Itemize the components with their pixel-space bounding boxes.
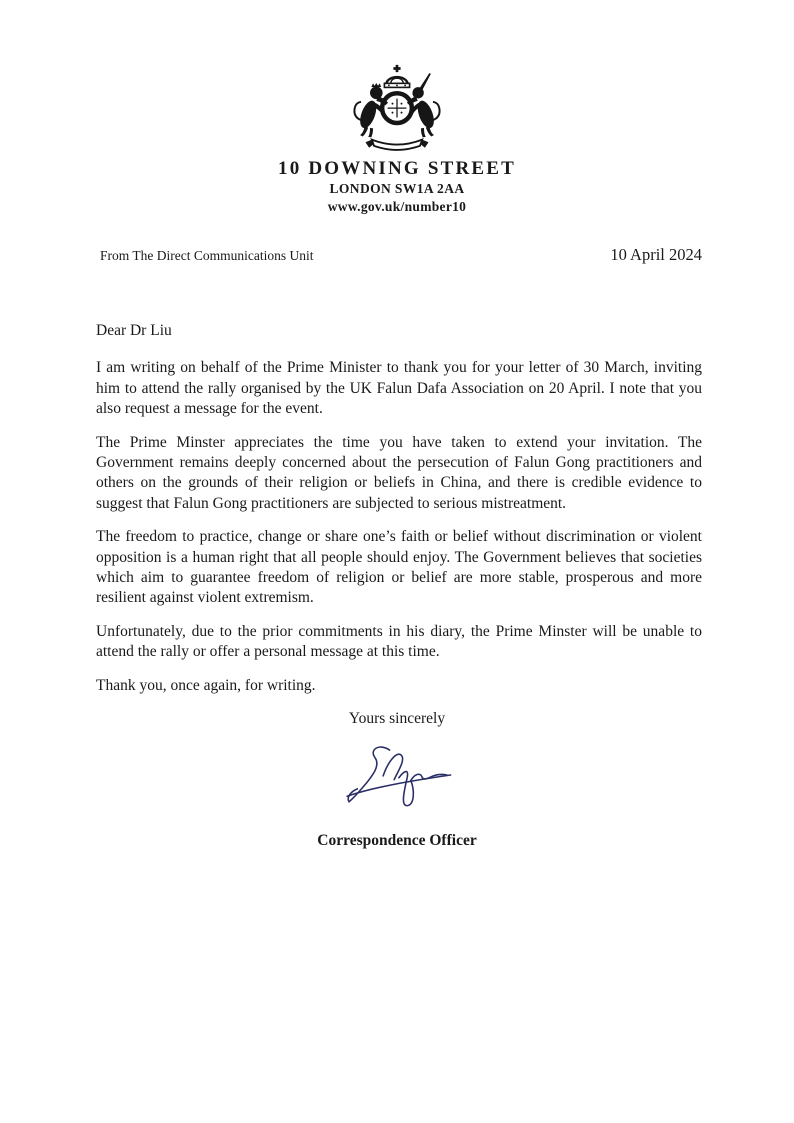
- royal-coat-of-arms-icon: [0, 64, 794, 154]
- signature: [0, 738, 794, 812]
- closing-block: [0, 710, 794, 850]
- paragraph: The freedom to practice, change or share one’s faith or belief without discrimination or violent opposition is a human right that all people should enjoy. The Government believes that societies which aim to guarantee freedom of religion or belief are more stable, prosperous and more resilient against violent extremism.: [96, 528, 702, 607]
- paragraph: The Prime Minster appreciates the time you have taken to extend your invitation. The Government remains deeply concerned about the persecution of Falun Gong practitioners and others on the grounds of their religion or beliefs in China, and there is credible evidence to suggest that Falun Gong practitioners are subjected to serious mistreatment.: [96, 433, 702, 512]
- paragraph: Thank you, once again, for writing.: [96, 676, 316, 694]
- letter-body: [96, 321, 702, 696]
- paragraph: Unfortunately, due to the prior commitments in his diary, the Prime Minster will be unable to attend the rally or offer a personal message at this time.: [96, 622, 702, 661]
- closing-phrase: Yours sincerely: [348, 710, 446, 728]
- letterhead: [0, 0, 794, 215]
- salutation: Dear Dr Liu: [96, 322, 172, 339]
- meta-row: [96, 245, 702, 265]
- paragraph: I am writing on behalf of the Prime Minister to thank you for your letter of 30 March, inviting him to attend the rally organised by the UK Falun Dafa Association on 20 April. I note that you also request a message for the event.: [96, 359, 702, 418]
- from-line: From The Direct Communications Unit: [100, 248, 314, 263]
- letterhead-address: LONDON SW1A 2AA: [329, 181, 465, 196]
- letterhead-website: www.gov.uk/number10: [327, 199, 467, 214]
- signer-title: Correspondence Officer: [317, 832, 477, 850]
- letterhead-title: 10 DOWNING STREET: [278, 158, 516, 179]
- letter-date: 10 April 2024: [610, 245, 702, 264]
